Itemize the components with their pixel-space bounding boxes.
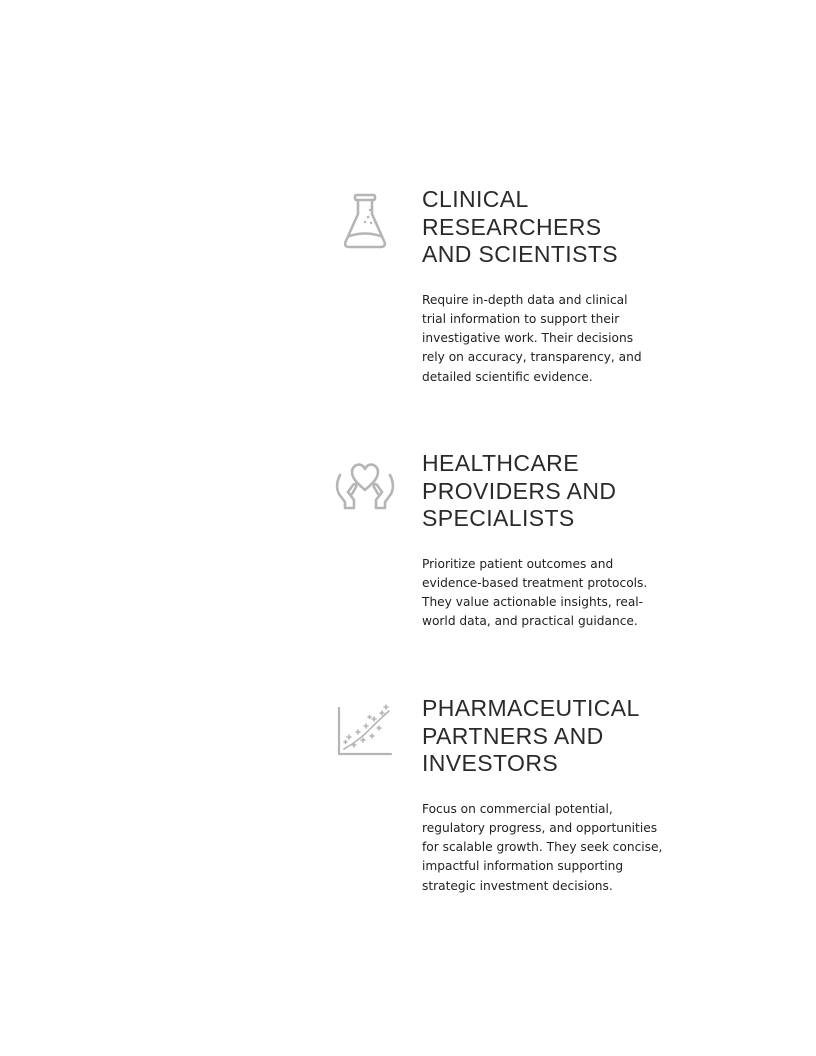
audience-heading: HEALTHCARE PROVIDERS AND SPECIALISTS xyxy=(422,450,617,531)
hands-heart-icon xyxy=(332,450,398,516)
audience-description: Focus on commercial potential, regulatory progress, and opportunities for scalable growth. They seek concise, impactful information supporting strategic investment decisions. xyxy=(422,801,663,893)
audience-description: Require in-depth data and clinical trial information to support their investigative work. Their decisions rely on accuracy, transparency, and detailed scientific evidence. xyxy=(422,292,642,384)
audience-description: Prioritize patient outcomes and evidence-based treatment protocols. They value actionable insights, real- world data, and practical guidance. xyxy=(422,556,648,629)
audience-text xyxy=(422,450,672,632)
scatter-growth-chart-icon xyxy=(332,695,398,761)
audience-text xyxy=(422,695,672,896)
flask-icon xyxy=(332,186,398,252)
audience-text xyxy=(422,186,672,387)
audience-heading: PHARMACEUTICAL PARTNERS AND INVESTORS xyxy=(422,695,640,776)
audience-heading: CLINICAL RESEARCHERS AND SCIENTISTS xyxy=(422,186,619,267)
